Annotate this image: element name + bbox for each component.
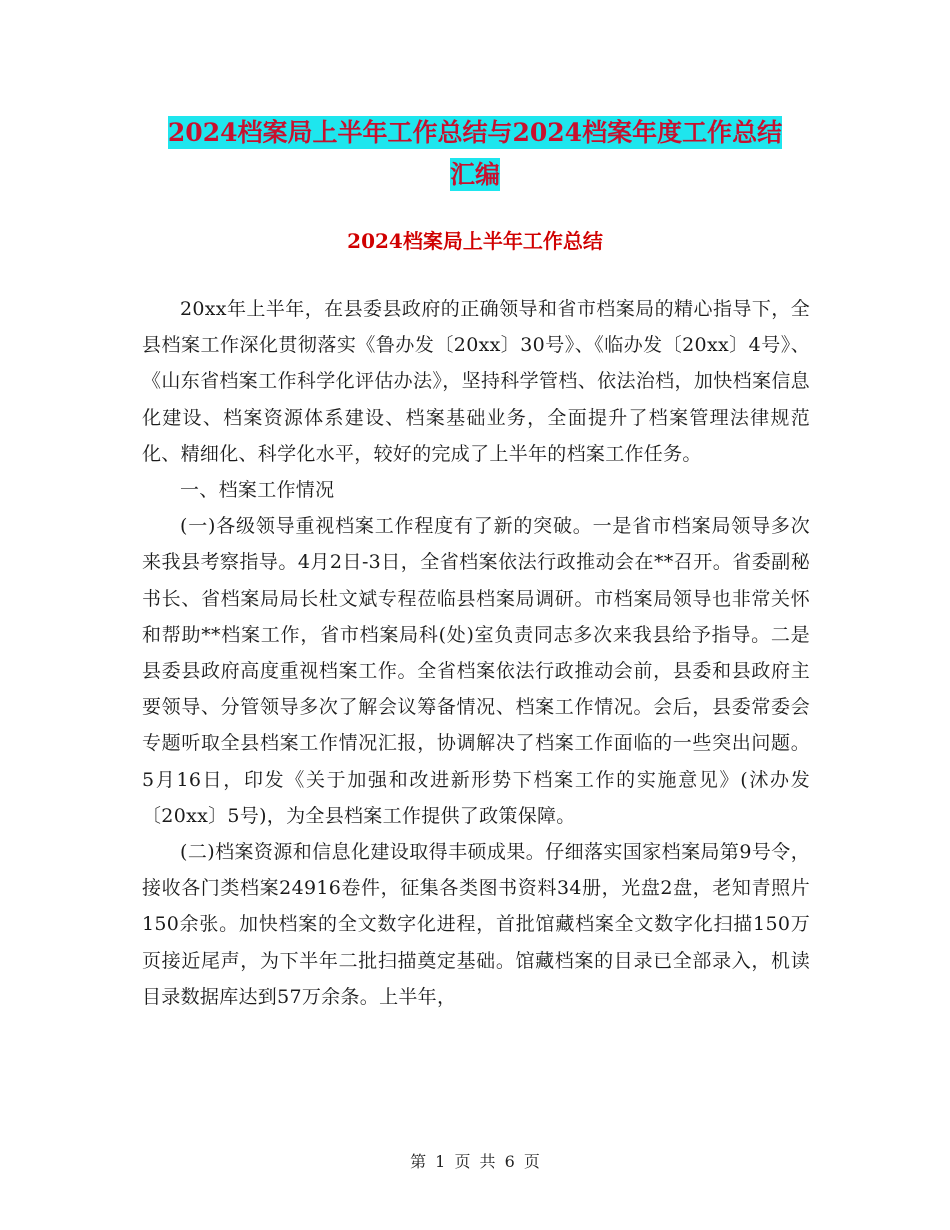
- paragraph: 20xx年上半年，在县委县政府的正确领导和省市档案局的精心指导下，全县档案工作深化贯彻落实《鲁办发〔20xx〕30号》、《临办发〔20xx〕4号》、《山东省档案工作科学化评估办法》，坚持科学管档、依法治档，加快档案信息化建设、档案资源体系建设、档案基础业务，全面提升了档案管理法律规范化、精细化、科学化水平，较好的完成了上半年的档案工作任务。: [142, 298, 810, 465]
- section-title: 2024档案局上半年工作总结: [347, 229, 603, 253]
- document-body: [142, 291, 810, 1015]
- paragraph: (一)各级领导重视档案工作程度有了新的突破。一是省市档案局领导多次来我县考察指导。4月2日-3日，全省档案依法行政推动会在**召开。省委副秘书长、省档案局局长杜文斌专程莅临县档案局调研。市档案局领导也非常关怀和帮助**档案工作，省市档案局科(处)室负责同志多次来我县给予指导。二是县委县政府高度重视档案工作。全省档案依法行政推动会前，县委和县政府主要领导、分管领导多次了解会议筹备情况、档案工作情况。会后，县委常委会专题听取全县档案工作情况汇报，协调解决了档案工作面临的一些突出问题。5月16日，印发《关于加强和改进新形势下档案工作的实施意见》(沭办发〔20xx〕5号)，为全县档案工作提供了政策保障。: [142, 515, 810, 827]
- title-highlight: 2024档案局上半年工作总结与2024档案年度工作总结: [167, 118, 783, 147]
- paragraph: (二)档案资源和信息化建设取得丰硕成果。仔细落实国家档案局第9号令，接收各门类档案24916卷件，征集各类图书资料34册，光盘2盘，老知青照片150余张。加快档案的全文数字化进程，首批馆藏档案全文数字化扫描150万页接近尾声，为下半年二批扫描奠定基础。馆藏档案的目录已全部录入，机读目录数据库达到57万余条。上半年，: [142, 841, 810, 1008]
- document-title-line-1: [0, 113, 950, 149]
- page-footer: 第 1 页 共 6 页: [410, 1152, 540, 1171]
- paragraph: 一、档案工作情况: [180, 479, 335, 502]
- document-title-line-2: [0, 155, 950, 191]
- title-highlight: 汇编: [449, 160, 500, 189]
